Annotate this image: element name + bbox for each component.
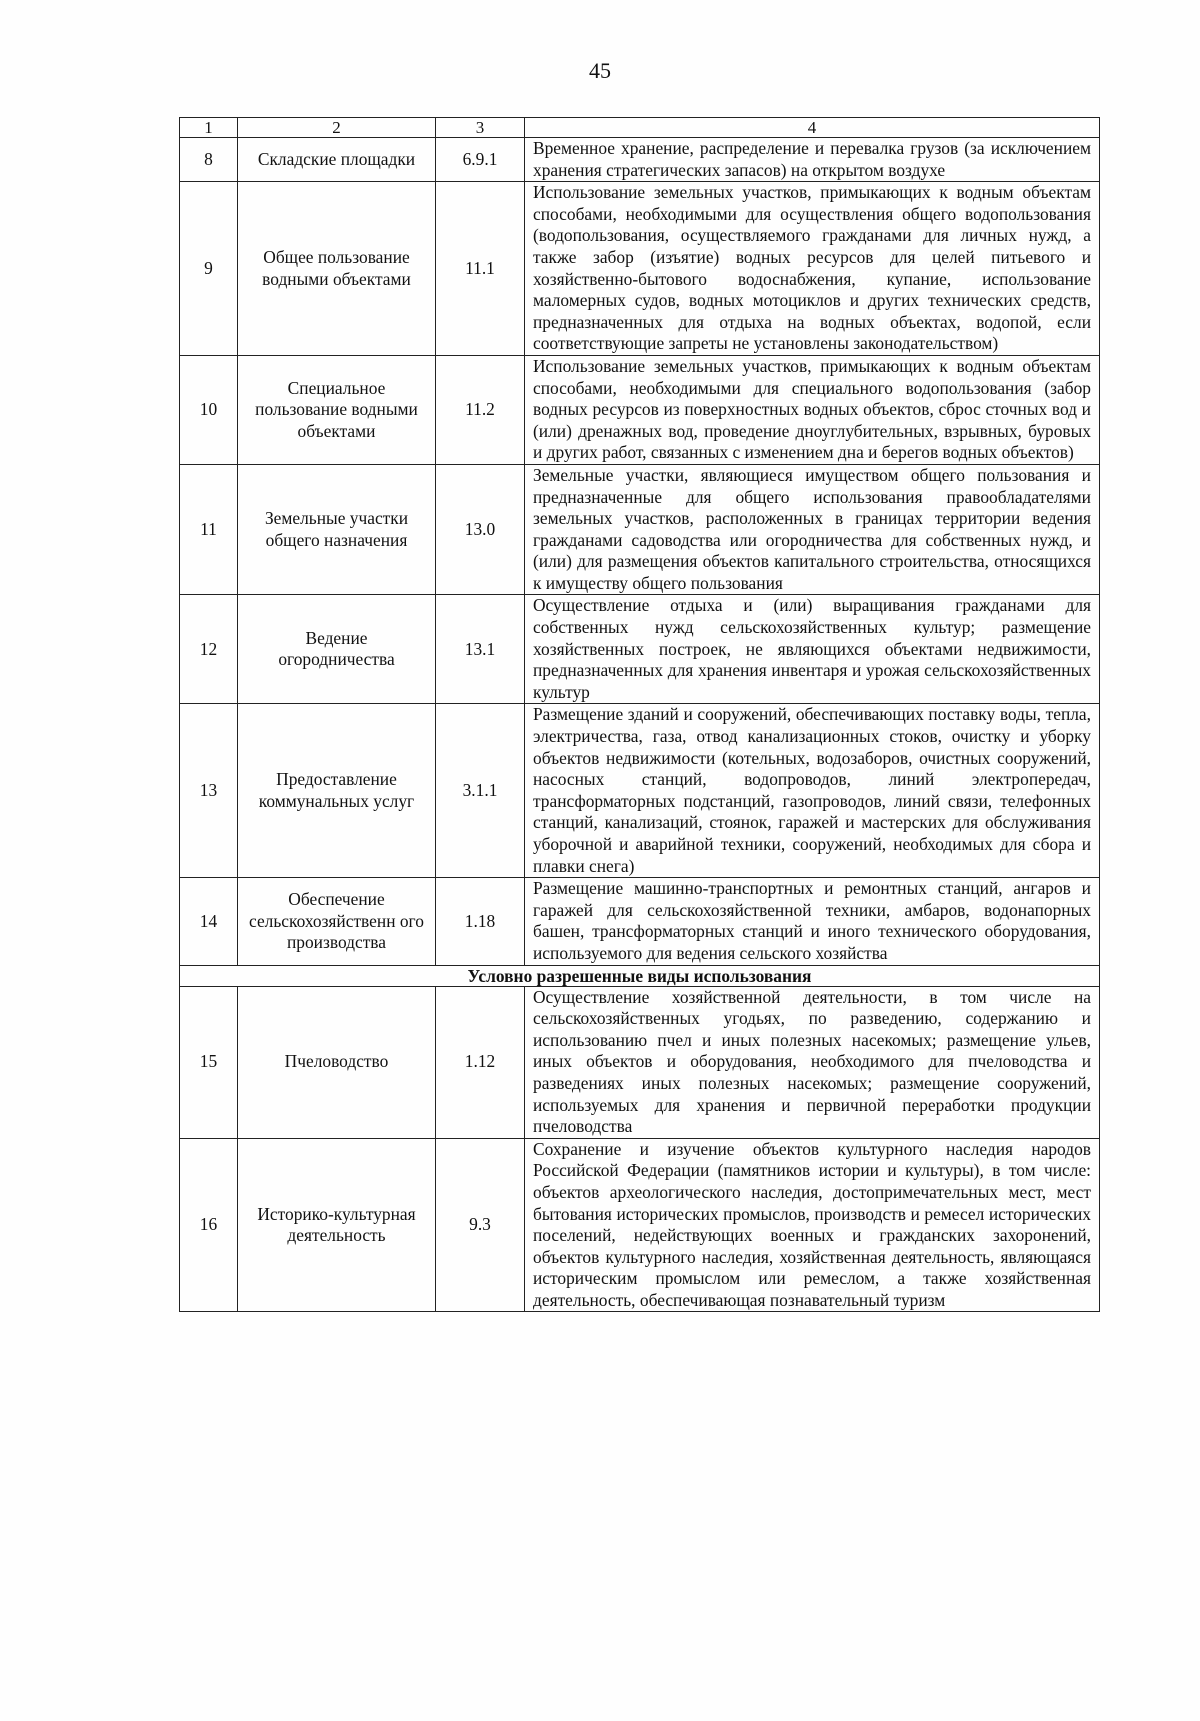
row-number: 14 [180,878,238,965]
use-type-description: Сохранение и изучение объектов культурного наследия народов Российской Федерации (памятников истории и культуры), в том числе: объектов археологического наследия, достопримечательных мест, мест бытования исторических промыслов, производств и ремесел исторических поселений, недействующих военных и гражданских захоронений, объектов культурного наследия, хозяйственная деятельность, являющаяся историческим промыслом или ремеслом, а также хозяйственная деятельность, обеспечивающая познавательный туризм [525,1138,1100,1312]
row-number: 12 [180,595,238,704]
header-col-1: 1 [180,118,238,138]
row-number: 10 [180,355,238,464]
use-type-name: Специальное пользование водными объектами [238,355,436,464]
use-type-code: 1.18 [436,878,525,965]
use-type-description: Размещение машинно-транспортных и ремонтных станций, ангаров и гаражей для сельскохозяйственной техники, амбаров, водонапорных башен, трансформаторных станций и иного технического оборудования, используемого для ведения сельского хозяйства [525,878,1100,965]
land-use-table [179,117,1100,1312]
section-header-row [180,965,1100,986]
header-col-3: 3 [436,118,525,138]
table-section [180,965,1100,986]
header-col-2: 2 [238,118,436,138]
table-row [180,182,1100,356]
table-row [180,355,1100,464]
table-header-row [180,118,1100,138]
table-body-permitted [180,138,1100,966]
use-type-name: Историко-культурная деятельность [238,1138,436,1312]
use-type-code: 3.1.1 [436,704,525,878]
row-number: 16 [180,1138,238,1312]
use-type-description: Использование земельных участков, примыкающих к водным объектам способами, необходимыми для осуществления общего водопользования (водопользования, осуществляемого гражданами для личных нужд, а также забор (изъятие) водных ресурсов для целей питьевого и хозяйственно-бытового водоснабжения, купание, использование маломерных судов, водных мотоциклов и других технических средств, предназначенных для отдыха на водных объектах, водопой, если соответствующие запреты не установлены законодательством) [525,182,1100,356]
use-type-code: 13.0 [436,464,525,595]
row-number: 15 [180,986,238,1138]
table-row [180,878,1100,965]
use-type-code: 11.2 [436,355,525,464]
use-type-description: Временное хранение, распределение и перевалка грузов (за исключением хранения стратегических запасов) на открытом воздухе [525,138,1100,182]
table-row [180,464,1100,595]
use-type-description: Размещение зданий и сооружений, обеспечивающих поставку воды, тепла, электричества, газа, отвод канализационных стоков, очистку и уборку объектов недвижимости (котельных, водозаборов, очистных сооружений, насосных станций, водопроводов, линий электропередач, трансформаторных подстанций, газопроводов, линий связи, телефонных станций, канализаций, стоянок, гаражей и мастерских для обслуживания уборочной и аварийной техники, сооружений, необходимых для сбора и плавки снега) [525,704,1100,878]
use-type-code: 9.3 [436,1138,525,1312]
use-type-name: Земельные участки общего назначения [238,464,436,595]
use-type-name: Ведение огородничества [238,595,436,704]
use-type-code: 13.1 [436,595,525,704]
use-type-description: Земельные участки, являющиеся имуществом общего пользования и предназначенные для общего использования правообладателями земельных участков, расположенных в границах территории ведения гражданами садоводства или огородничества для собственных нужд, и (или) для размещения объектов капитального строительства, относящихся к имуществу общего пользования [525,464,1100,595]
use-type-code: 1.12 [436,986,525,1138]
header-col-4: 4 [525,118,1100,138]
use-type-code: 11.1 [436,182,525,356]
use-type-name: Складские площадки [238,138,436,182]
row-number: 9 [180,182,238,356]
table-row [180,1138,1100,1312]
use-type-name: Предоставление коммунальных услуг [238,704,436,878]
table-row [180,986,1100,1138]
page-number: 45 [589,58,611,83]
table-row [180,704,1100,878]
section-title: Условно разрешенные виды использования [180,965,1100,986]
table-row [180,138,1100,182]
use-type-description: Осуществление отдыха и (или) выращивания гражданами для собственных нужд сельскохозяйственных культур; размещение хозяйственных построек, не являющихся объектами недвижимости, предназначенных для хранения инвентаря и урожая сельскохозяйственных культур [525,595,1100,704]
use-type-code: 6.9.1 [436,138,525,182]
use-type-name: Пчеловодство [238,986,436,1138]
use-type-description: Использование земельных участков, примыкающих к водным объектам способами, необходимыми для специального водопользования (забор водных ресурсов из поверхностных водных объектов, сброс сточных вод и (или) дренажных вод, проведение дноуглубительных, взрывных, буровых и других работ, связанных с изменением дна и берегов водных объектов) [525,355,1100,464]
use-type-name: Обеспечение сельскохозяйственн ого производства [238,878,436,965]
table-body-conditional [180,986,1100,1312]
use-type-name: Общее пользование водными объектами [238,182,436,356]
row-number: 11 [180,464,238,595]
row-number: 13 [180,704,238,878]
row-number: 8 [180,138,238,182]
table-row [180,595,1100,704]
use-type-description: Осуществление хозяйственной деятельности, в том числе на сельскохозяйственных угодьях, по разведению, содержанию и использованию пчел и иных полезных насекомых; размещение ульев, иных объектов и оборудования, необходимого для пчеловодства и разведениях иных полезных насекомых; размещение сооружений, используемых для хранения и первичной переработки продукции пчеловодства [525,986,1100,1138]
